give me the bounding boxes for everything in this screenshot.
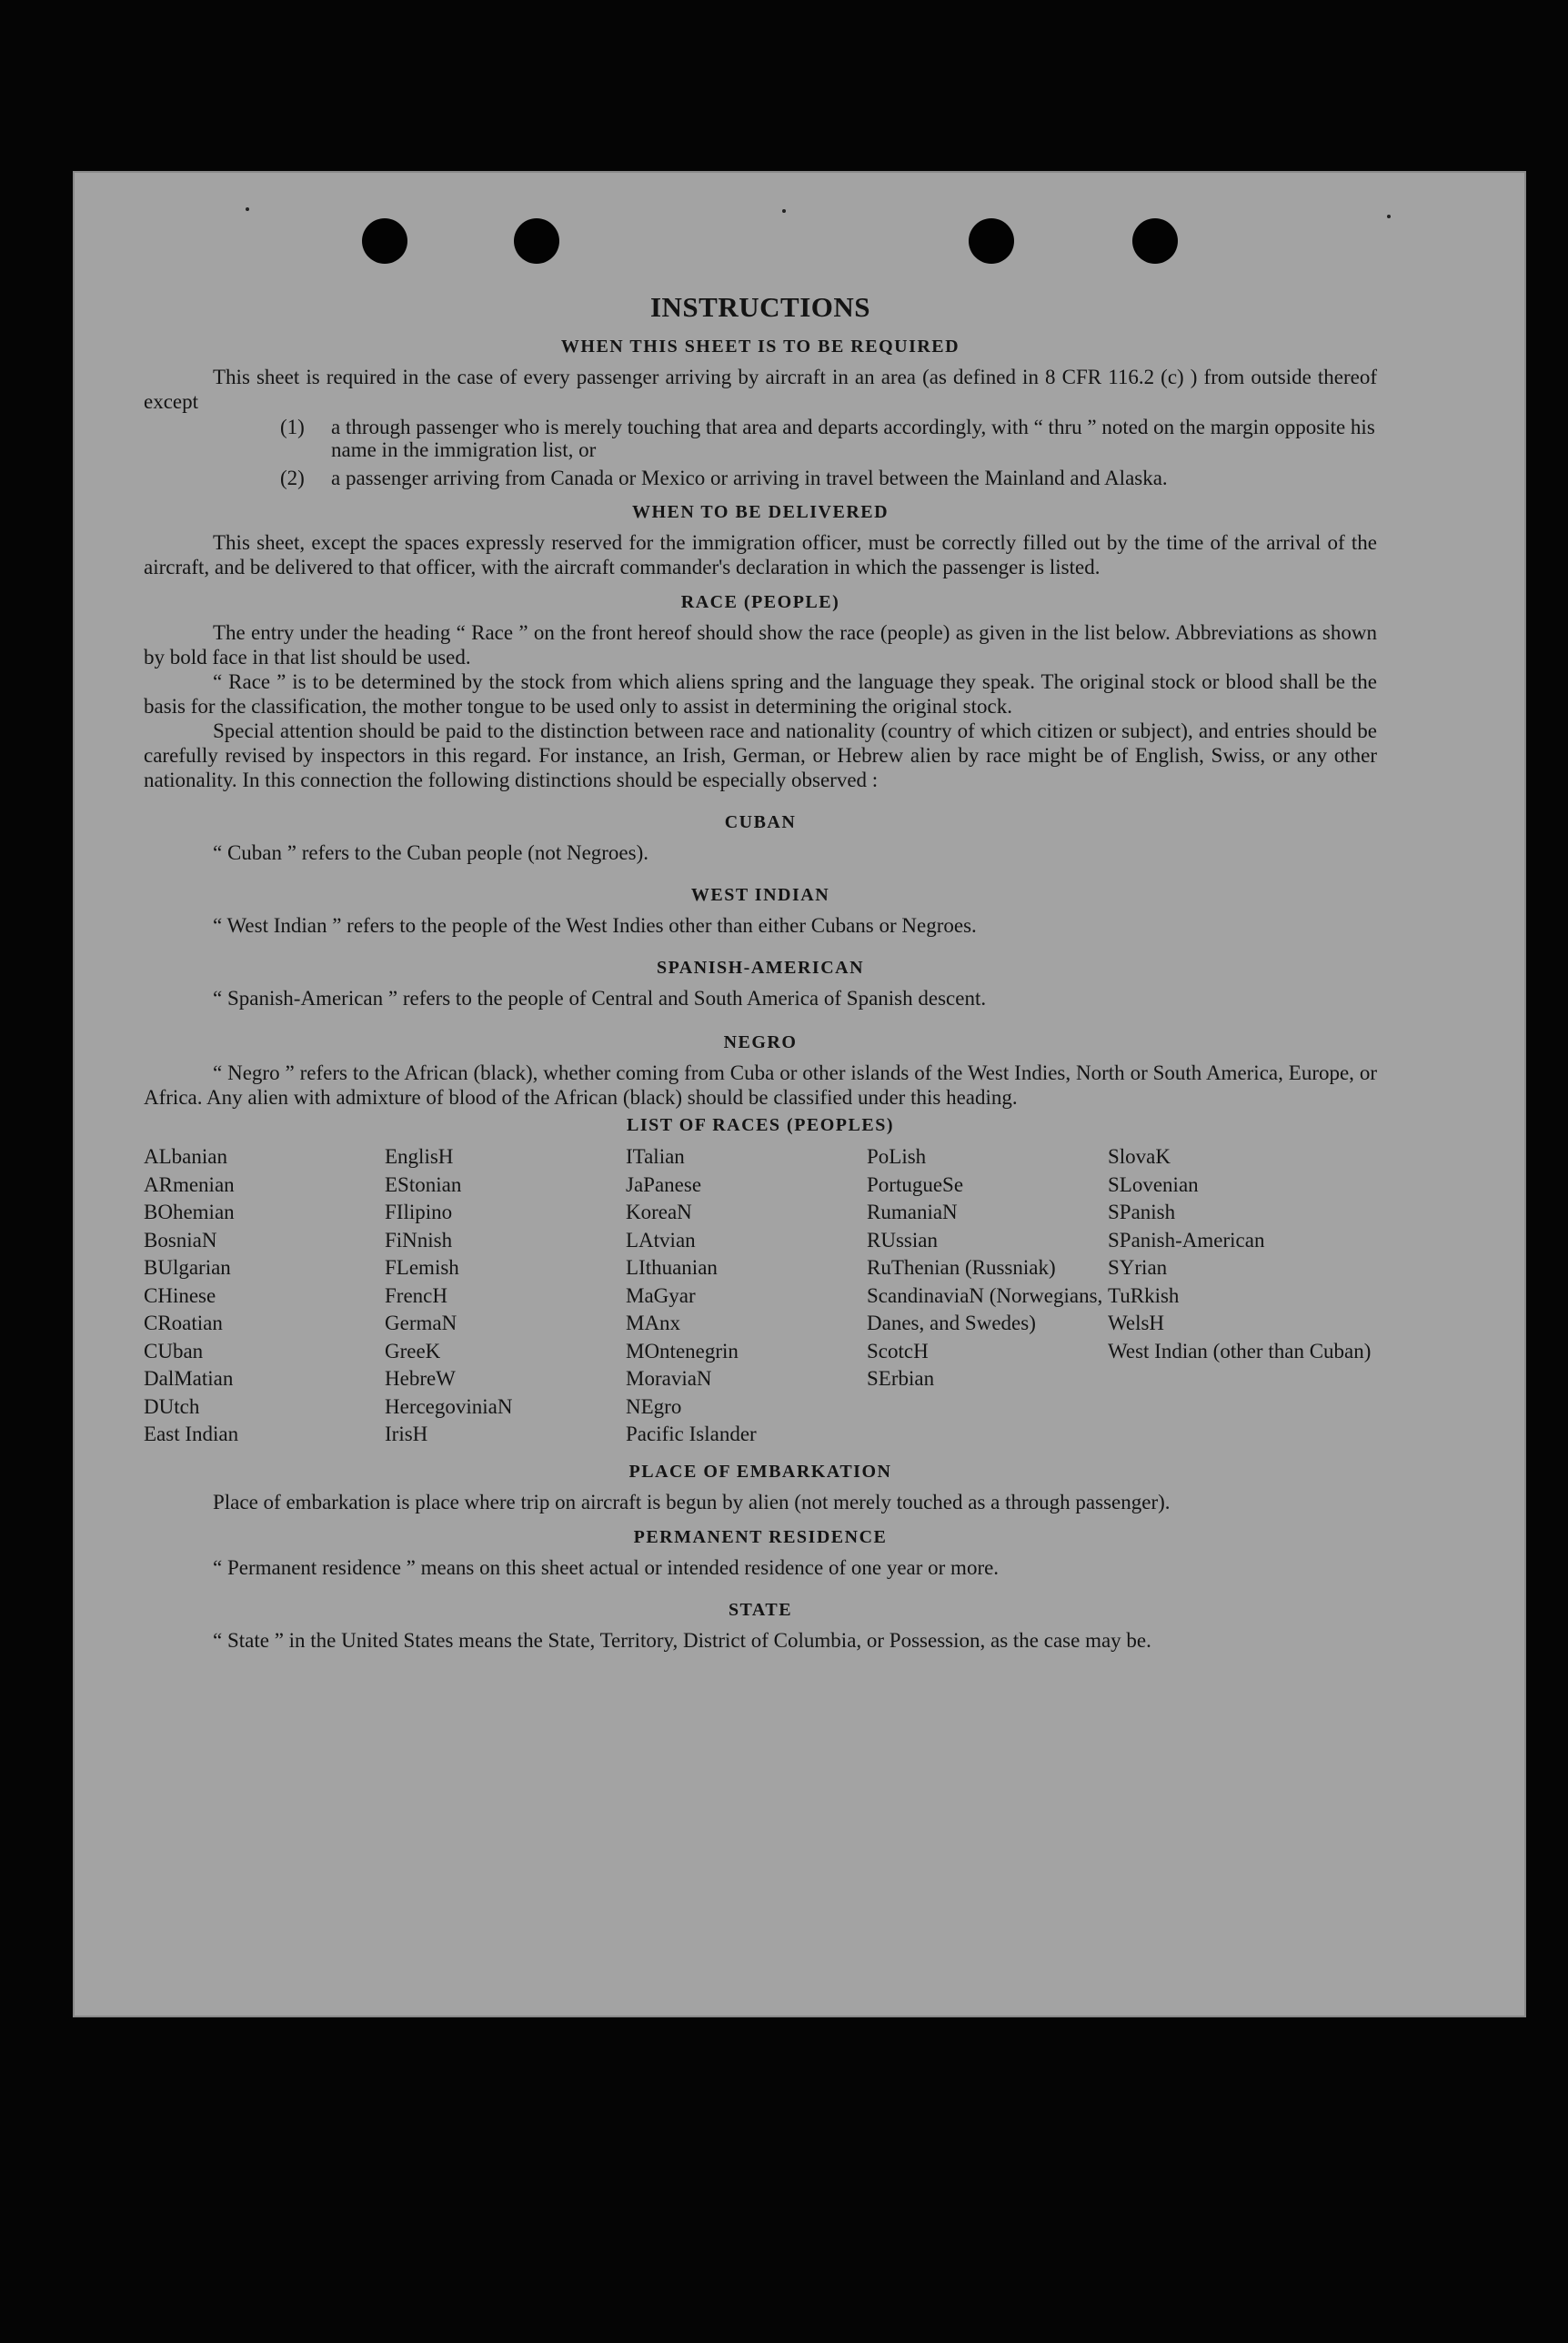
race-entry: MAnx [626, 1312, 681, 1334]
race-entry: RuThenian (Russniak) [867, 1256, 1056, 1279]
punch-hole [362, 218, 407, 264]
race-entry: SPanish-American [1108, 1228, 1265, 1252]
race-entry: GermaN [385, 1312, 457, 1334]
race-entry: FiNnish [385, 1228, 453, 1252]
race-entry: PortugueSe [867, 1172, 964, 1196]
paragraph-race-3: Special attention should be paid to the distinction between race and nationality (country of which citizen or subject), and entries should be carefully revised by inspectors in this regard. For instance, an Irish, German, or Hebrew alien by race might be of English, Swiss, or any other nationality. In this connection the following distinctions should be especially observed : [144, 719, 1377, 791]
paragraph-residence: “ Permanent residence ” means on this sheet actual or intended residence of one year or more. [213, 1555, 1000, 1579]
race-entry: MaGyar [626, 1283, 696, 1307]
race-entry: EStonian [385, 1172, 462, 1196]
heading-spanish-american: SPANISH-AMERICAN [656, 958, 865, 978]
race-entry: LAtvian [626, 1228, 696, 1252]
heading-residence: PERMANENT RESIDENCE [633, 1526, 888, 1547]
race-entry: NEgro [626, 1394, 682, 1418]
race-entry: SlovaK [1108, 1145, 1171, 1168]
race-entry: RUssian [867, 1228, 938, 1252]
paragraph-state: “ State ” in the United States means the State, Territory, District of Columbia, or Possession, as the case may be. [213, 1628, 1151, 1652]
race-entry: DUtch [144, 1394, 200, 1418]
list-item [144, 416, 1377, 461]
race-entry: FIlipino [385, 1201, 453, 1223]
list-text: a passenger arriving from Canada or Mexico or arriving in travel between the Mainland and Alaska. [331, 467, 1168, 489]
punch-hole [514, 218, 559, 264]
races-column [626, 1143, 867, 1449]
race-entry: HebreW [385, 1367, 456, 1390]
list-text: a through passenger who is merely touching that area and departs accordingly, with “ thru ” noted on the margin opposite his name in the immigration list, or [331, 416, 1375, 461]
paragraph-embarkation: Place of embarkation is place where trip on aircraft is begun by alien (not merely touched as a through passenger). [213, 1490, 1171, 1513]
list-number: (2) [280, 467, 305, 489]
paragraph-negro: “ Negro ” refers to the African (black), whether coming from Cuba or other islands of the West Indies, North or South America, Europe, or Africa. Any alien with admixture of blood of the African (black) should be classified under this heading. [144, 1061, 1377, 1109]
paragraph-race-1: The entry under the heading “ Race ” on the front hereof should show the race (people) as given in the list below. Abbreviations as shown by bold face in that list should be used. [144, 621, 1377, 669]
heading-west-indian: WEST INDIAN [690, 885, 830, 905]
race-entry: CHinese [144, 1283, 216, 1307]
race-entry: ITalian [626, 1145, 685, 1168]
race-entry: FrencH [385, 1283, 447, 1307]
paragraph-when-delivered: This sheet, except the spaces expressly reserved for the immigration officer, must be correctly filled out by the time of the arrival of the aircraft, and be delivered to that officer, with the aircraft commander's declaration in which the passenger is listed. [144, 531, 1377, 578]
race-entry: SErbian [867, 1367, 935, 1390]
race-entry: West Indian (other than Cuban) [1108, 1339, 1372, 1363]
races-column [867, 1143, 1108, 1449]
race-entry: MoraviaN [626, 1367, 712, 1390]
race-entry: SYrian [1108, 1256, 1168, 1279]
race-entry: Pacific Islander [626, 1423, 757, 1445]
race-entry: KoreaN [626, 1201, 692, 1223]
race-entry: EnglisH [385, 1145, 454, 1168]
race-entry: RumaniaN [867, 1201, 958, 1223]
races-column [385, 1143, 626, 1449]
race-entry: GreeK [385, 1339, 441, 1363]
races-column [1108, 1143, 1377, 1449]
list-number: (1) [280, 416, 305, 438]
heading-state: STATE [728, 1599, 793, 1620]
paragraph-when-required: This sheet is required in the case of every passenger arriving by aircraft in an area (as defined in 8 CFR 116.2 (c) ) from outside thereof except [144, 366, 1377, 413]
page-title: INSTRUCTIONS [649, 291, 870, 323]
race-entry: East Indian [144, 1423, 239, 1445]
paragraph-cuban: “ Cuban ” refers to the Cuban people (not Negroes). [213, 841, 649, 864]
race-entry: BOhemian [144, 1201, 235, 1223]
race-entry: FLemish [385, 1256, 459, 1279]
race-entry: WelsH [1108, 1312, 1165, 1334]
heading-list-of-races: LIST OF RACES (PEOPLES) [626, 1115, 894, 1135]
race-entry: ScotcH [867, 1339, 929, 1363]
speck [1387, 215, 1391, 218]
paragraph-race-2: “ Race ” is to be determined by the stock from which aliens spring and the language they speak. The original stock or blood shall be the basis for the classification, the mother tongue to be used only to assist in determining the original stock. [144, 670, 1377, 718]
heading-when-delivered: WHEN TO BE DELIVERED [631, 502, 890, 522]
paragraph-west-indian: “ West Indian ” refers to the people of the West Indies other than either Cubans or Negroes. [213, 914, 977, 937]
race-entry: IrisH [385, 1423, 428, 1445]
race-entry: BUlgarian [144, 1256, 231, 1279]
race-entry: LIthuanian [626, 1256, 718, 1279]
heading-when-required: WHEN THIS SHEET IS TO BE REQUIRED [560, 337, 960, 357]
heading-negro: NEGRO [723, 1032, 798, 1052]
heading-embarkation: PLACE OF EMBARKATION [628, 1461, 892, 1482]
race-entry: ScandinaviaN (Norwegians, Danes, and Swedes) [867, 1283, 1103, 1334]
races-column [144, 1143, 385, 1449]
speck [782, 209, 786, 213]
race-entry: DalMatian [144, 1367, 234, 1390]
speck [246, 207, 249, 211]
heading-cuban: CUBAN [724, 812, 797, 832]
race-entry: BosniaN [144, 1228, 217, 1252]
punch-hole [1132, 218, 1178, 264]
race-entry: PoLish [867, 1145, 927, 1168]
race-entry: CRoatian [144, 1312, 223, 1334]
list-item [144, 467, 1377, 489]
heading-race: RACE (PEOPLE) [680, 592, 840, 612]
race-entry: HercegovinіaN [385, 1394, 513, 1418]
race-entry: CUban [144, 1339, 204, 1363]
instructions-content [144, 291, 1377, 1653]
race-entry: ALbanian [144, 1145, 227, 1168]
race-entry: SPanish [1108, 1201, 1176, 1223]
race-entry: TuRkish [1108, 1283, 1180, 1307]
paragraph-spanish-american: “ Spanish-American ” refers to the people of Central and South America of Spanish descent. [213, 987, 987, 1010]
races-list [144, 1143, 1377, 1449]
race-entry: SLovenian [1108, 1172, 1199, 1196]
race-entry: ARmenian [144, 1172, 235, 1196]
race-entry: JaPanese [626, 1172, 702, 1196]
race-entry: MOntenegrin [626, 1339, 739, 1363]
punch-hole [969, 218, 1014, 264]
